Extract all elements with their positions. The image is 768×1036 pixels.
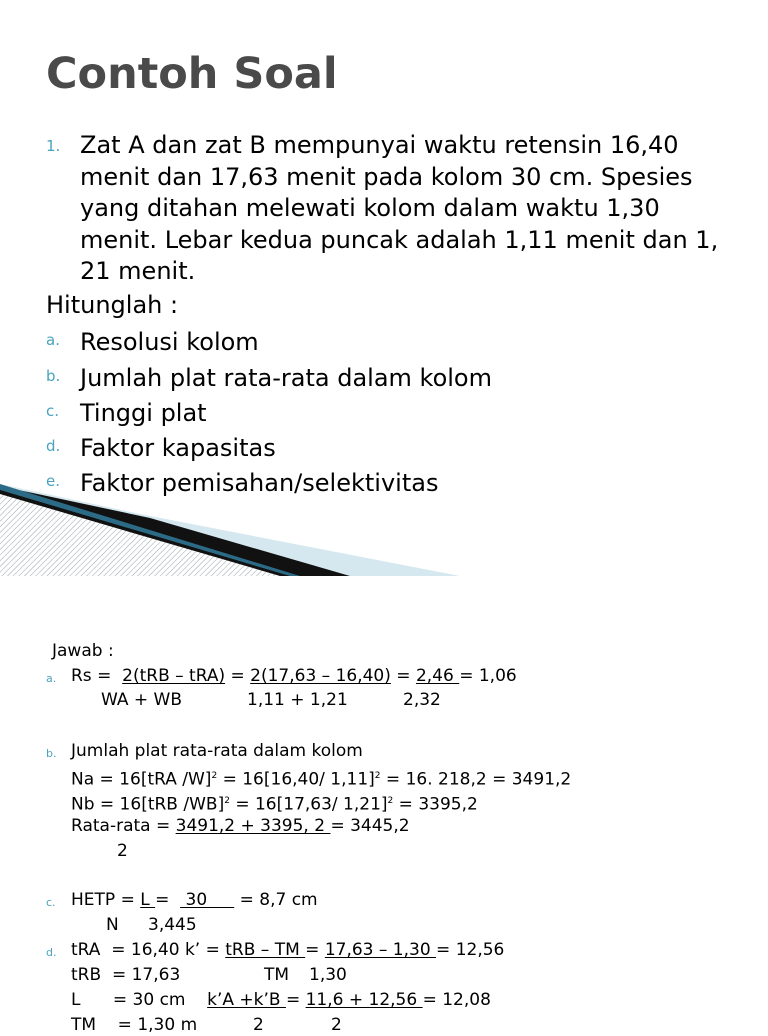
list-item-a bbox=[46, 327, 259, 359]
answer-marker-c: c. bbox=[46, 896, 56, 909]
jawab-label: Jawab : bbox=[52, 641, 114, 661]
rs-result: = 1,06 bbox=[459, 666, 517, 686]
na-part: = 16[16,40/ 1,11] bbox=[217, 769, 375, 790]
k-values-numerator: 17,63 – 1,30 bbox=[324, 940, 437, 960]
rata-rata-line bbox=[71, 815, 410, 837]
hetp-result: = 8,7 cm bbox=[234, 890, 318, 910]
list-item-text: Jumlah plat rata-rata dalam kolom bbox=[80, 364, 492, 392]
list-item-d bbox=[46, 433, 276, 465]
list-marker: d. bbox=[46, 437, 61, 456]
rata-numerator: 3491,2 + 3395, 2 bbox=[175, 816, 331, 836]
question-marker: 1. bbox=[46, 137, 61, 155]
list-item-text: Faktor pemisahan/selektivitas bbox=[80, 469, 439, 497]
rata-result: = 3445,2 bbox=[330, 816, 410, 836]
list-marker: a. bbox=[46, 331, 60, 350]
superscript: 2 bbox=[211, 771, 218, 781]
answer-a-line1 bbox=[71, 665, 517, 687]
equals: = bbox=[155, 890, 175, 910]
list-item-text: Faktor kapasitas bbox=[80, 434, 276, 462]
list-marker: c. bbox=[46, 402, 60, 421]
list-item-text: Tinggi plat bbox=[80, 399, 207, 427]
answer-d-line4: TM = 1,30 m bbox=[71, 1015, 198, 1035]
k-sum-result: = 12,08 bbox=[422, 990, 491, 1010]
k-formula-numerator: tRB – TM bbox=[225, 940, 306, 960]
list-marker: b. bbox=[46, 367, 61, 386]
list-item-b bbox=[46, 363, 492, 395]
equals: = bbox=[285, 990, 306, 1010]
hetp-value-numerator: 30 bbox=[180, 890, 235, 910]
answer-b-heading: Jumlah plat rata-rata dalam kolom bbox=[71, 741, 363, 761]
na-line bbox=[71, 765, 571, 791]
question-text: Zat A dan zat B mempunyai waktu retensin 16,40 menit dan 17,63 menit pada kolom 30 cm. Spesies yang ditahan melewati kolom dalam waktu 1,30 menit. Lebar kedua puncak adalah 1,11 menit dan 1, 21 menit. bbox=[80, 131, 719, 285]
hetp-denominator-2: 3,445 bbox=[148, 915, 197, 935]
k-result: = 12,56 bbox=[436, 940, 505, 960]
rs-label: Rs = bbox=[71, 666, 117, 686]
hetp-line bbox=[71, 889, 318, 911]
slide-title: Contoh Soal bbox=[46, 49, 338, 99]
k-sum-numerator: k’A +k’B bbox=[207, 990, 286, 1010]
answer-marker-b: b. bbox=[46, 747, 57, 760]
nb-part: = 16[17,63/ 1,21] bbox=[229, 794, 388, 815]
superscript: 2 bbox=[387, 796, 394, 806]
slide-jawab bbox=[0, 576, 768, 1035]
rs-sum-numerator: 2,46 bbox=[415, 666, 460, 686]
answer-d-line1 bbox=[71, 939, 504, 961]
nb-part: Nb = 16[tRB /WB] bbox=[71, 794, 225, 815]
tm-denominator: TM bbox=[264, 965, 290, 985]
nb-part: = 3395,2 bbox=[393, 794, 478, 815]
rs-values-numerator: 2(17,63 – 16,40) bbox=[250, 666, 391, 686]
answer-marker-d: d. bbox=[46, 946, 57, 959]
d-part: tRA = 16,40 k’ = bbox=[71, 940, 226, 960]
list-item-c bbox=[46, 398, 207, 430]
answer-d-line3 bbox=[71, 989, 491, 1011]
list-marker: e. bbox=[46, 472, 60, 491]
rata-denominator: 2 bbox=[117, 841, 128, 861]
tm-value-denominator: 1,30 bbox=[309, 965, 347, 985]
equals: = bbox=[390, 666, 416, 686]
k-sum-values-denominator: 2 bbox=[331, 1015, 342, 1035]
rs-formula-numerator: 2(tRB – tRA) bbox=[122, 666, 226, 686]
answer-marker-a: a. bbox=[46, 672, 57, 685]
hetp-denominator-1: N bbox=[106, 915, 119, 935]
superscript: 2 bbox=[374, 771, 381, 781]
hetp-numerator: L bbox=[140, 890, 156, 910]
rata-label: Rata-rata = bbox=[71, 816, 176, 836]
na-part: Na = 16[tRA /W] bbox=[71, 769, 212, 790]
k-sum-values-numerator: 11,6 + 12,56 bbox=[305, 990, 423, 1010]
hitunglah-label: Hitunglah : bbox=[46, 291, 179, 319]
answer-d-line2: tRB = 17,63 bbox=[71, 965, 181, 985]
na-part: = 16. 218,2 = 3491,2 bbox=[380, 769, 572, 790]
hetp-label: HETP = bbox=[71, 890, 141, 910]
superscript: 2 bbox=[224, 796, 230, 806]
list-item-text: Resolusi kolom bbox=[80, 328, 259, 356]
equals: = bbox=[225, 666, 251, 686]
equals: = bbox=[305, 940, 325, 960]
rs-denominator-3: 2,32 bbox=[403, 690, 441, 710]
d-part: L = 30 cm bbox=[71, 990, 186, 1010]
rs-denominator-2: 1,11 + 1,21 bbox=[247, 690, 348, 710]
rs-denominator-1: WA + WB bbox=[101, 690, 183, 710]
k-sum-denominator: 2 bbox=[253, 1015, 264, 1035]
nb-line bbox=[71, 790, 478, 816]
decorative-swoosh bbox=[0, 470, 768, 576]
